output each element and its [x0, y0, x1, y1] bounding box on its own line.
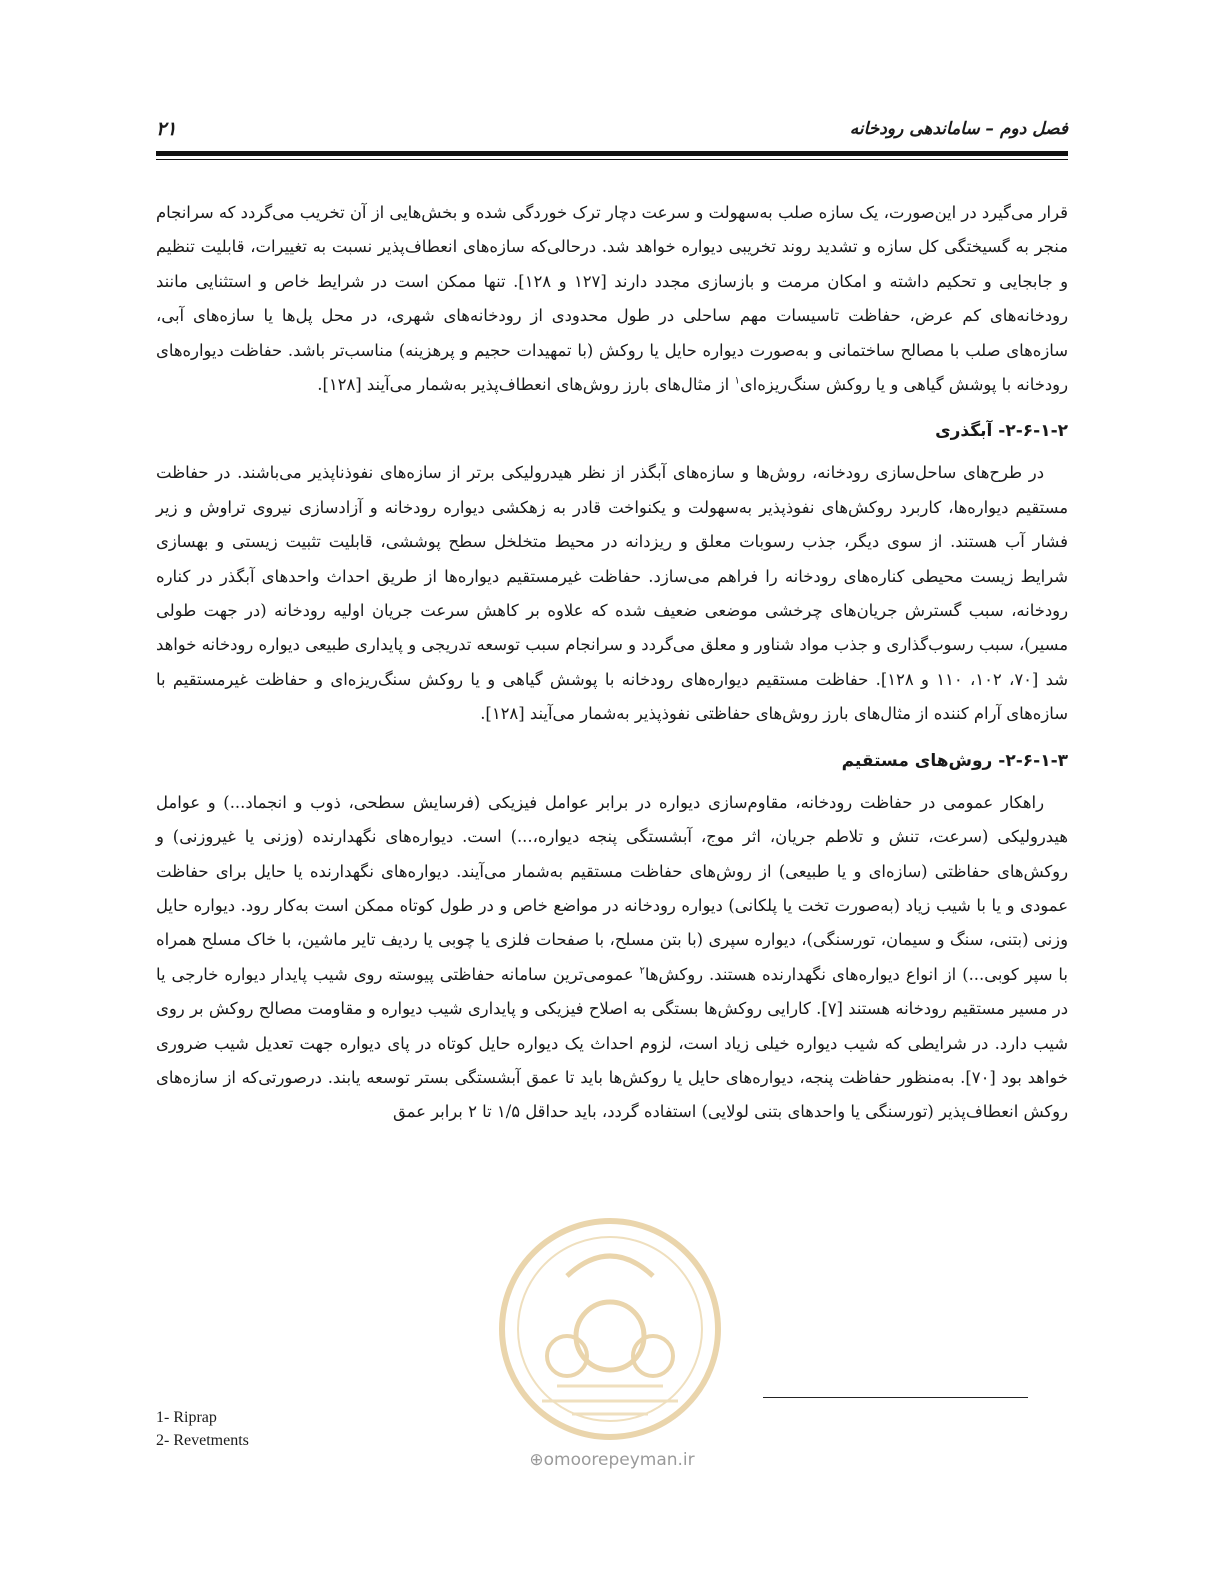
globe-icon: ⊕ [529, 1450, 544, 1470]
footnotes [156, 1406, 249, 1452]
footnote-ref-2[interactable]: ۲ [639, 965, 645, 977]
page-number: ۲۱ [156, 118, 177, 140]
footnote-ref-1[interactable]: ۱ [734, 375, 740, 387]
header-rule-thick [156, 151, 1068, 156]
footnote-2: 2- Revetments [156, 1432, 249, 1449]
logo-seal-icon [497, 1216, 723, 1442]
page-header [156, 112, 1068, 146]
paragraph-3: راهکار عمومی در حفاظت رودخانه، مقاوم‌سازی دیواره در برابر عوامل فیزیکی (فرسایش سطحی، ذوب و انجماد...) و عوامل هیدرولیکی (سرعت، تنش و تلاطم جریان، اثر موج، آبشستگی پنجه دیواره،...) است. دیواره‌های نگهدارنده (وزنی یا غیروزنی) و روکش‌های حفاظتی (سازه‌ای و یا طبیعی) از روش‌های حفاظت مستقیم به‌شمار می‌آیند. دیواره‌های نگهدارنده یا حایل برای حفاظت عمودی و یا با شیب زیاد (به‌صورت تخت یا پلکانی) دیواره رودخانه در مواضع خاص و در طول کوتاه ممکن است به‌کار رود. دیواره حایل وزنی (بتنی، سنگ و سیمان، تورسنگی)، دیواره سپری (با بتن مسلح، با صفحات فلزی یا چوبی یا ردیف تایر ماشین، با خاک مسلح همراه با سپر کوبی...) از انواع دیواره‌های نگهدارنده هستند. روکش‌ها$^۲$ عمومی‌ترین سامانه حفاظتی پیوسته روی شیب پایدار دیواره خارجی یا در مسیر مستقیم رودخانه هستند [۷]. کارایی روکش‌ها بستگی به اصلاح فیزیکی و پایداری شیب دیواره و مقاومت مصالح روکش بر روی شیب دارد. در شرایطی که شیب دیواره خیلی زیاد است، لزوم احداث یک دیواره حایل کوتاه در پای دیواره جهت تعدیل شیب ضروری خواهد بود [۷۰]. به‌منظور حفاظت پنجه، دیواره‌های حایل یا روکش‌ها باید تا عمق آبشستگی بستر توسعه یابند. درصورتی‌که از سازه‌های روکش انعطاف‌پذیر (تورسنگی یا واحدهای بتنی لولایی) استفاده گردد، باید حداقل ۱/۵ تا ۲ برابر عمق [156, 792, 1069, 1122]
paragraph-1: قرار می‌گیرد در این‌صورت، یک سازه صلب به‌سهولت و سرعت دچار ترک خوردگی شده و بخش‌هایی از آن تخریب می‌گردد که سرانجام منجر به گسیختگی کل سازه و تشدید روند تخریبی دیواره خواهد شد. درحالی‌که سازه‌های انعطاف‌پذیر نسبت به تغییرات، قابلیت تنظیم و جابجایی و تحکیم داشته و امکان مرمت و بازسازی مجدد دارند [۱۲۷ و ۱۲۸]. تنها ممکن است در شرایط خاص و استثنایی مانند رودخانه‌های کم عرض، حفاظت تاسیسات مهم ساحلی در طول محدودی از رودخانه‌های شهری، در محل پل‌ها یا سازه‌های آبی، سازه‌های صلب با مصالح ساختمانی و به‌صورت دیواره حایل یا روکش (با تمهیدات حجیم و پرهزینه) مناسب‌تر باشد. حفاظت دیواره‌های رودخانه با پوشش گیاهی و یا روکش سنگ‌ریزه‌ای$^۱$ از مثال‌های بارز روش‌های انعطاف‌پذیر به‌شمار می‌آیند [۱۲۸]. [156, 203, 1068, 395]
header-rule-thin [156, 159, 1068, 160]
footnote-1: 1- Riprap [156, 1409, 217, 1426]
chapter-title: فصل دوم – ساماندهی رودخانه [849, 119, 1068, 139]
section-heading-permeable: ۲-۶-۱-۲- آبگذری [935, 421, 1068, 442]
footnote-rule [763, 1397, 1028, 1398]
paragraph-2: در طرح‌های ساحل‌سازی رودخانه، روش‌ها و سازه‌های آبگذر از نظر هیدرولیکی برتر از سازه‌های نفوذناپذیر می‌باشند. در حفاظت مستقیم دیواره‌ها، کاربرد روکش‌های نفوذپذیر به‌سهولت و یکنواخت قادر به زهکشی دیواره رودخانه و آزادسازی نیروی تراوش و زیر فشار آب هستند. از سوی دیگر، جذب رسوبات معلق و ریزدانه در محیط متخلخل سطح پوششی، قابلیت تثبیت زیستی و بهسازی شرایط زیست محیطی کناره‌های رودخانه را فراهم می‌سازد. حفاظت غیرمستقیم دیواره‌ها از طریق احداث واحدهای آبگذر در کناره رودخانه، سبب گسترش جریان‌های چرخشی موضعی ضعیف شده که علاوه بر کاهش سرعت جریان اولیه رودخانه (در جهت طولی مسیر)، سبب رسوب‌گذاری و جذب مواد شناور و معلق می‌گردد و سرانجام سبب توسعه تدریجی و پایداری طبیعی دیواره رودخانه خواهد شد [۷۰، ۱۰۲، ۱۱۰ و ۱۲۸]. حفاظت مستقیم دیواره‌های رودخانه با پوشش گیاهی و یا روکش سنگ‌ریزه‌ای و حفاظت غیرمستقیم با سازه‌های آرام کننده از مثال‌های بارز روش‌های حفاظتی نفوذپذیر به‌شمار می‌آیند [۱۲۸]. [156, 463, 1068, 724]
page-body [156, 196, 1068, 1130]
watermark-site: ⊕omoorepeyman.ir [529, 1450, 695, 1470]
section-heading-direct-methods: ۲-۶-۱-۳- روش‌های مستقیم [841, 750, 1068, 771]
watermark-logo [497, 1216, 723, 1442]
